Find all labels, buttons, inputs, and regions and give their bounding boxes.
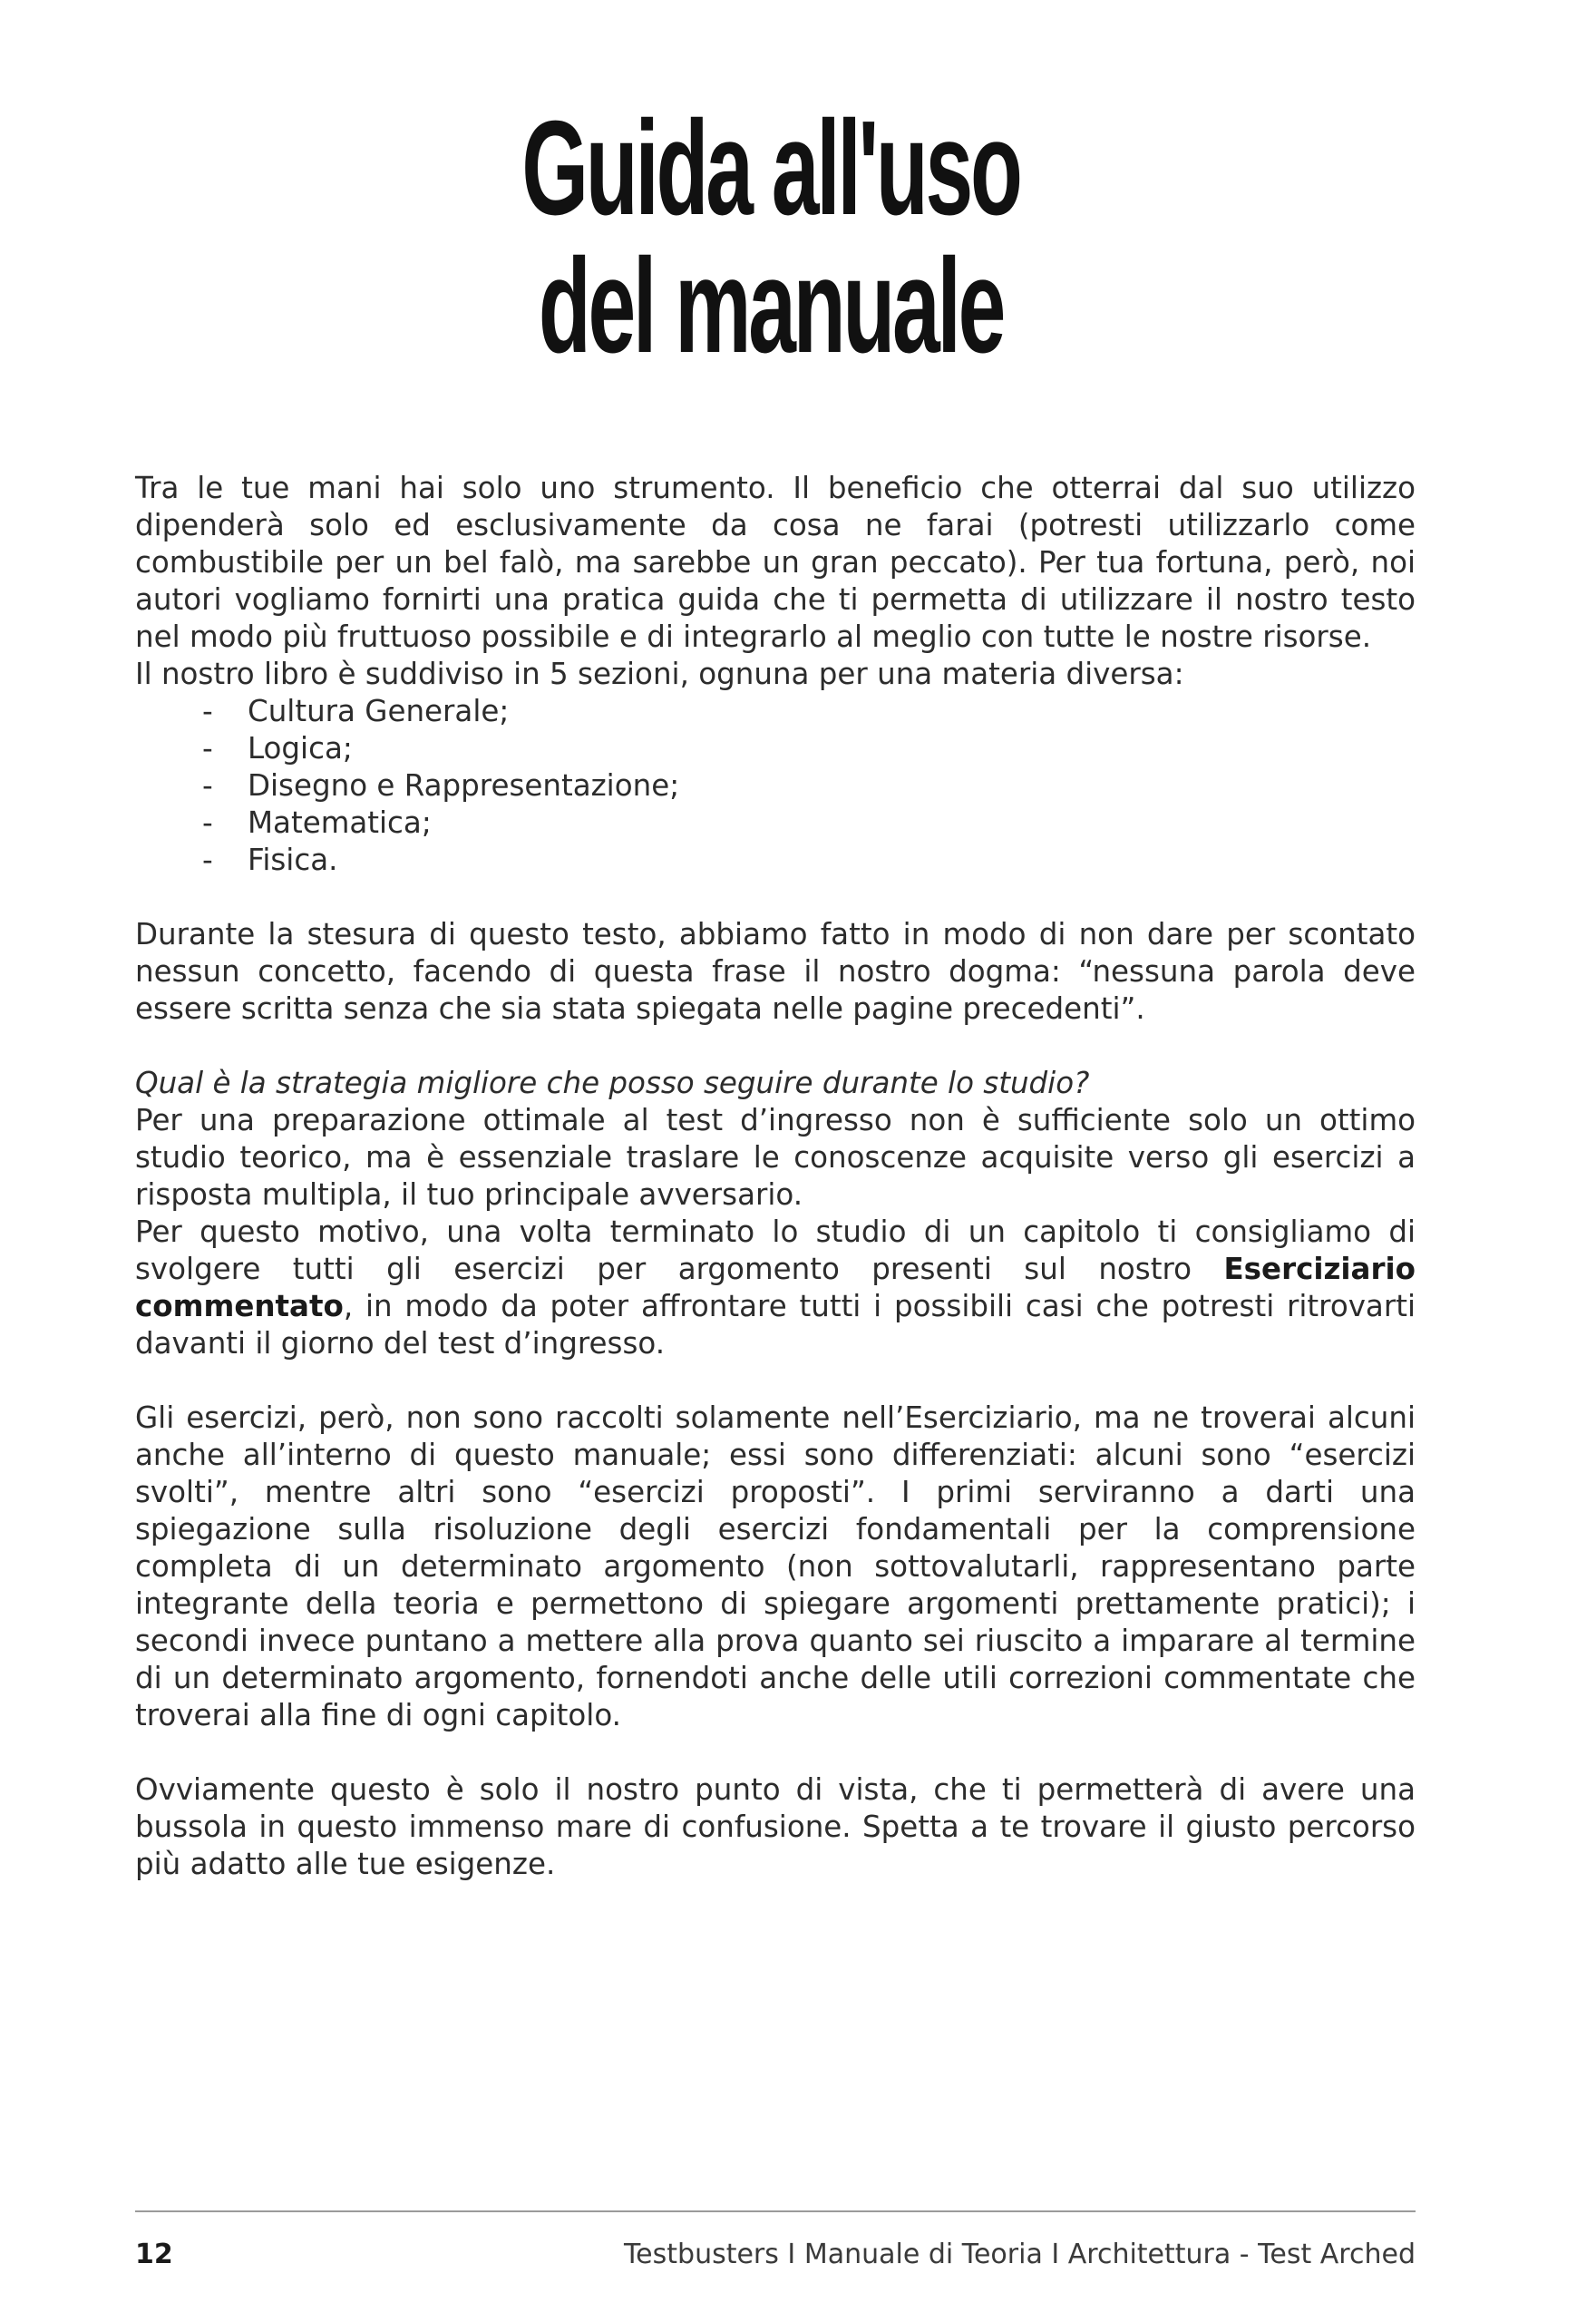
closing-paragraph: Ovviamente questo è solo il nostro punto di vista, che ti permetterà di avere una bussola in questo immenso mare di confusione. Spetta a te trovare il giusto percorso più adatto alle tue esigenze. (135, 1772, 1416, 1881)
sections-intro: Il nostro libro è suddiviso in 5 sezioni, ognuna per una materia diversa: (135, 657, 1184, 691)
page-title-line-2: del manuale (538, 231, 1004, 381)
page-title-line-1: Guida all'uso (521, 93, 1020, 243)
page-title (277, 93, 1264, 381)
list-item: - Logica; (202, 730, 1416, 767)
dogma-paragraph: Durante la stesura di questo testo, abbiamo fatto in modo di non dare per scontato nessun concetto, facendo di questa frase il nostro dogma: “nessuna parola deve essere scritta senza che sia stata spiegata nelle pagine precedenti”. (135, 917, 1416, 1026)
sections-list (135, 693, 1416, 879)
list-item: - Disegno e Rappresentazione; (202, 767, 1416, 805)
strategy-question: Qual è la strategia migliore che posso seguire durante lo studio? (135, 1066, 1090, 1100)
footer-divider (135, 2210, 1416, 2212)
strategy-text-after: , in modo da poter affrontare tutti i possibili casi che potresti ritrovarti davanti il giorno del test d’ingresso. (135, 1289, 1416, 1361)
strategy-paragraph-1: Per una preparazione ottimale al test d’ingresso non è sufficiente solo un ottimo studio teorico, ma è essenziale traslare le conoscenze acquisite verso gli esercizi a risposta multipla, il tuo principale avversario. (135, 1103, 1416, 1212)
list-item: - Matematica; (202, 805, 1416, 842)
intro-paragraph: Tra le tue mani hai solo uno strumento. Il beneficio che otterrai dal suo utilizzo dipenderà solo ed esclusivamente da cosa ne farai (potresti utilizzarlo come combustibile per un bel falò, ma sarebbe un gran peccato). Per tua fortuna, però, noi autori vogliamo fornirti una pratica guida che ti permetta di utilizzare il nostro testo nel modo più fruttuoso possibile e di integrarlo al meglio con tutte le nostre risorse. (135, 471, 1416, 654)
running-title: Testbusters I Manuale di Teoria I Architettura - Test Arched (623, 2239, 1416, 2270)
eserciziario-commentato-emphasis: Eserciziario commentato (135, 1252, 1416, 1323)
strategy-paragraph-2 (135, 1214, 1416, 1362)
body-text (135, 470, 1416, 1883)
strategy-text-before: Per questo motivo, una volta terminato lo studio di un capitolo ti consigliamo di svolgere tutti gli esercizi per argomento presenti sul nostro (135, 1215, 1416, 1286)
list-item: - Fisica. (202, 842, 1416, 879)
list-item: - Cultura Generale; (202, 693, 1416, 730)
page-number: 12 (135, 2239, 173, 2270)
exercises-paragraph: Gli esercizi, però, non sono raccolti solamente nell’Eserciziario, ma ne troverai alcuni anche all’interno di questo manuale; essi sono differenziati: alcuni sono “esercizi svolti”, mentre altri sono “esercizi proposti”. I primi serviranno a darti una spiegazione sulla risoluzione degli esercizi fondamentali per la comprensione completa di un determinato argomento (non sottovalutarli, rappresentano parte integrante della teoria e permettono di spiegare argomenti prettamente pratici); i secondi invece puntano a mettere alla prova quanto sei riuscito a imparare al termine di un determinato argomento, fornendoti anche delle utili correzioni commentate che troverai alla fine di ogni capitolo. (135, 1400, 1416, 1732)
